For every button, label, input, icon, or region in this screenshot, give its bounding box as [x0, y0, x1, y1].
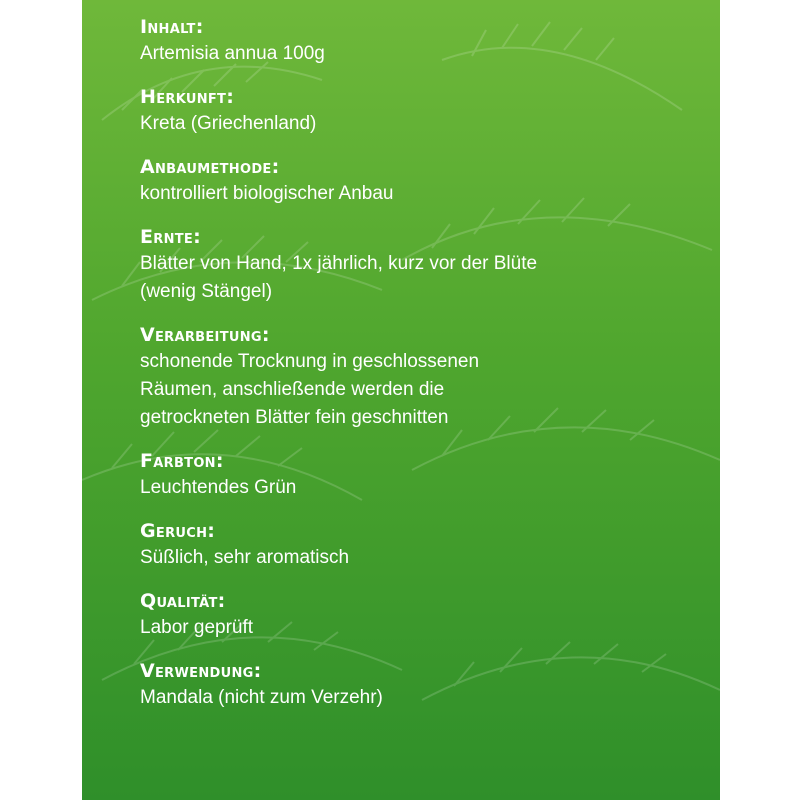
section-qualitaet: [140, 588, 700, 642]
section-value-line: Blätter von Hand, 1x jährlich, kurz vor der Blüte: [140, 253, 538, 274]
section-value: Süßlich, sehr aromatisch: [140, 547, 350, 568]
section-verarbeitung: [140, 322, 700, 432]
section-label: Ernte:: [140, 226, 202, 248]
section-value: Mandala (nicht zum Verzehr): [140, 687, 383, 708]
section-verwendung: [140, 658, 700, 712]
section-ernte: [140, 224, 700, 306]
section-value: Kreta (Griechenland): [140, 113, 317, 134]
section-farbton: [140, 448, 700, 502]
section-label: Inhalt:: [140, 16, 204, 38]
section-anbaumethode: [140, 154, 700, 208]
section-inhalt: [140, 14, 700, 68]
green-info-panel: [82, 0, 720, 800]
section-label: Anbaumethode:: [140, 156, 280, 178]
section-value: Leuchtendes Grün: [140, 477, 297, 498]
section-value-line: getrockneten Blätter fein geschnitten: [140, 407, 449, 428]
section-value-line: (wenig Stängel): [140, 281, 273, 302]
section-value-line: Räumen, anschließende werden die: [140, 379, 445, 400]
section-value: Labor geprüft: [140, 617, 254, 638]
section-label: Verwendung:: [140, 660, 262, 682]
section-label: Geruch:: [140, 520, 216, 542]
section-geruch: [140, 518, 700, 572]
section-herkunft: [140, 84, 700, 138]
section-value: Artemisia annua 100g: [140, 43, 325, 64]
section-label: Herkunft:: [140, 86, 235, 108]
section-label: Farbton:: [140, 450, 224, 472]
section-label: Verarbeitung:: [140, 324, 270, 346]
section-value: kontrolliert biologischer Anbau: [140, 183, 394, 204]
info-list: [140, 14, 700, 728]
section-value-line: schonende Trocknung in geschlossenen: [140, 351, 480, 372]
section-label: Qualität:: [140, 590, 226, 612]
